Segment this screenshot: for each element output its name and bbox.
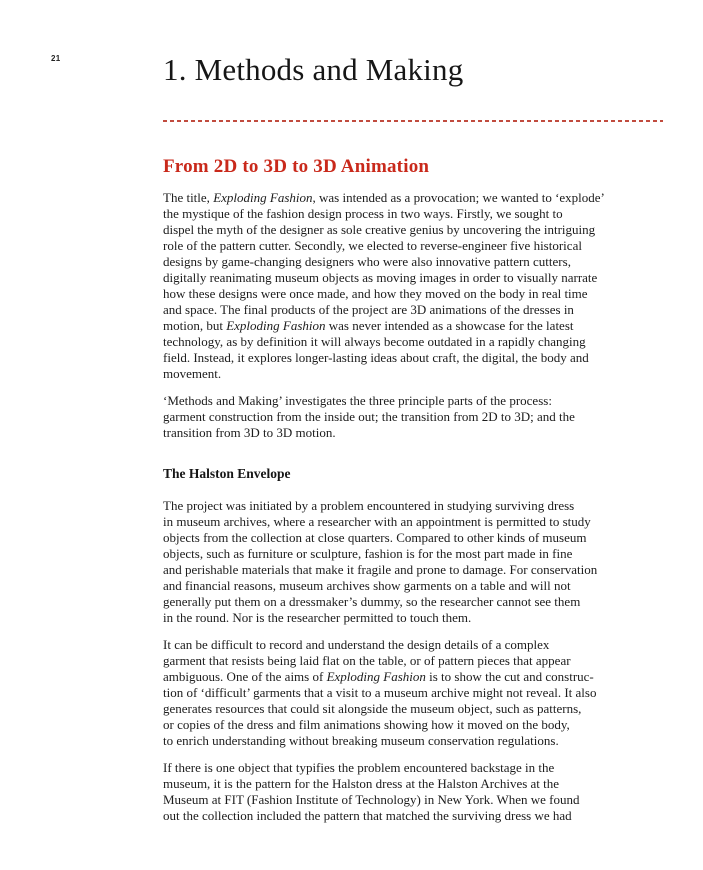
chapter-title: 1. Methods and Making — [163, 52, 464, 87]
paragraph: If there is one object that typifies the problem encountered backstage in the museum, it is the pattern for the Halston dress at the Halston Archives at the Museum at FIT (Fashion Institute of Technology) in New York. When we found out the collection included the pattern that matched the surviving dress we had — [163, 759, 580, 823]
body-text — [163, 190, 663, 824]
paragraph: The title, Exploding Fashion, was intended as a provocation; we wanted to ‘explode’ the mystique of the fashion design process in two ways. Firstly, we sought to dispel the myth of the designer as sole creative genius by uncovering the intriguing role of the pattern cutter. Secondly, we elected to reverse-engineer five historical designs by game-changing designers who were also innovative pattern cutters, digitally reanimating museum objects as moving images in order to visually narrate how these designs were once made, and how they moved on the body in real time and space. The final products of the project are 3D animations of the dresses in motion, but Exploding Fashion was never intended as a showcase for the latest technology, as by definition it will always become outdated in a rapidly changing field. Instead, it explores longer-lasting ideas about craft, the digital, the body and movement. — [163, 189, 605, 381]
page-content — [163, 0, 663, 835]
paragraph: The project was initiated by a problem encountered in studying surviving dress in museum archives, where a researcher with an appointment is permitted to study objects from the collection at close quarters. Compared to other kinds of museum objects, such as furniture or sculpture, fashion is for the most part made in fine and perishable materials that make it fragile and prone to damage. For conservation and financial reasons, museum archives show garments on a table and will not generally put them on a dressmaker’s dummy, so the researcher cannot see them in the round. Nor is the researcher permitted to touch them. — [163, 497, 598, 625]
page-number: 21 — [51, 54, 61, 63]
subheading: The Halston Envelope — [163, 465, 291, 481]
dashed-divider — [163, 120, 663, 122]
paragraph: It can be difficult to record and understand the design details of a complex garment that resists being laid flat on the table, or of pattern pieces that appear ambiguous. One of the aims of Exploding Fashion is to show the cut and construc- tion of ‘difficult’ garments that a visit to a museum archive might not reveal. It also generates resources that could sit alongside the museum object, such as patterns, or copies of the dress and film animations showing how it moved on the body, to enrich understanding without breaking museum conservation regulations. — [163, 636, 597, 748]
paragraph: ‘Methods and Making’ investigates the three principle parts of the process: garment construction from the inside out; the transition from 2D to 3D; and the transition from 3D to 3D motion. — [163, 392, 575, 440]
section-heading: From 2D to 3D to 3D Animation — [163, 155, 430, 177]
